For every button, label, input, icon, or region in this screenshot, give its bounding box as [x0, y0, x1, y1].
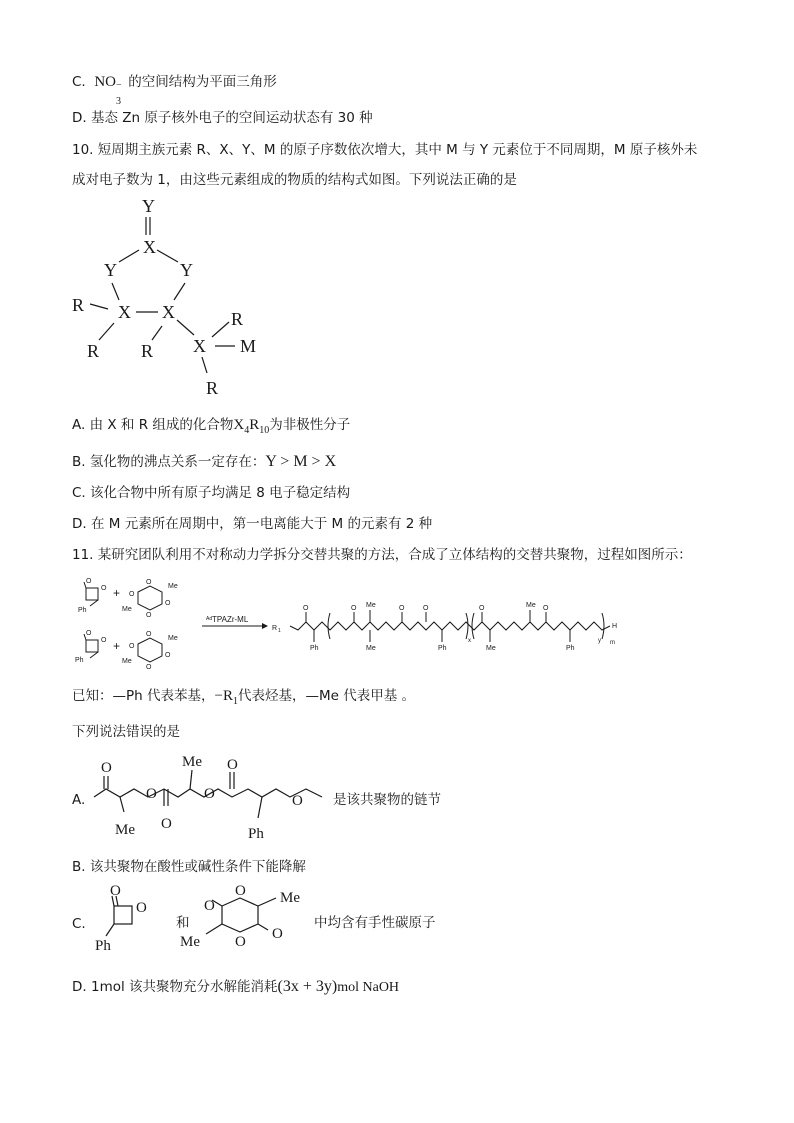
beta-lactone [106, 896, 132, 936]
atom-m: M [240, 336, 257, 356]
q10-option-b: B. 氢化物的沸点关系一定存在：Y > M > X [72, 453, 337, 470]
label-o: O [101, 637, 107, 644]
label-ph: Ph [438, 645, 447, 652]
label-me: Me [122, 658, 132, 665]
catalyst-sup: Ad [206, 616, 213, 622]
label-me: Me [168, 635, 178, 642]
atom-r-up: R [231, 309, 244, 329]
q11-option-a-text: 是该共聚物的链节 [333, 792, 441, 808]
label-o: O [110, 883, 121, 899]
formula-x4r10: $X_4R_{10}$ [233, 417, 270, 436]
atom-r-bottom: R [206, 378, 219, 398]
q9-option-d: D. 基态 Zn 原子核外电子的空间运动状态有 30 种 [72, 110, 373, 126]
atom-r-down1: R [87, 341, 100, 361]
atom-y-left: Y [104, 260, 117, 280]
label-o: O [136, 900, 147, 916]
label-me: Me [180, 934, 200, 950]
label-o: O [235, 883, 246, 899]
q10-stem-line1: 10. 短周期主族元素 R、X、Y、M 的原子序数依次增大，其中 M 与 Y 元素位于不同周期，M 原子核外未 [72, 142, 698, 158]
label-o: O [161, 816, 172, 832]
lactide [206, 898, 276, 934]
naoh-amount: (3x + 3y) [277, 978, 338, 995]
label-o: O [423, 605, 429, 612]
label-o: O [543, 605, 549, 612]
option-letter: C. [72, 74, 86, 90]
q11-option-c-text: 中均含有手性碳原子 [314, 915, 436, 931]
q10-option-c: C. 该化合物中所有原子均满足 8 电子稳定结构 [72, 485, 351, 501]
atom-x-right: X [162, 302, 175, 322]
q10-stem-line2: 成对电子数为 1，由这些元素组成的物质的结构式如图。下列说法正确的是 [72, 172, 517, 188]
label-o: O [129, 643, 135, 650]
label-o: O [399, 605, 405, 612]
q11-stem: 11. 某研究团队利用不对称动力学拆分交替共聚的方法，合成了立体结构的交替共聚物，过程如图所示： [72, 547, 692, 563]
label-o: O [146, 631, 152, 638]
label-o: O [101, 760, 112, 776]
label-x: x [468, 638, 471, 644]
label-me: Me [168, 583, 178, 590]
label-o: O [165, 600, 171, 607]
label-o: O [146, 786, 157, 802]
atom-x-top: X [143, 237, 156, 257]
label-o: O [303, 605, 309, 612]
label-ph: Ph [75, 657, 84, 664]
label-ph: Ph [248, 826, 264, 842]
q11-ask: 下列说法错误的是 [72, 724, 180, 740]
label-ph: Ph [95, 938, 111, 954]
label-me: Me [280, 890, 300, 906]
q10-option-d: D. 在 M 元素所在周期中，第一电离能大于 M 的元素有 2 种 [72, 516, 433, 532]
label-o: O [101, 585, 107, 592]
atom-y-top: Y [142, 196, 155, 216]
atom-y-right: Y [180, 260, 193, 280]
plus-sign: + [113, 586, 121, 600]
label-o: O [86, 578, 92, 585]
label-o: O [204, 786, 215, 802]
atom-x-left: X [118, 302, 131, 322]
label-o: O [227, 757, 238, 773]
label-me: Me [122, 606, 132, 613]
plus-sign: + [113, 639, 121, 653]
label-o: O [165, 652, 171, 659]
q11-option-a-letter: A. [72, 792, 86, 808]
label-r1-sub: 1 [278, 628, 281, 634]
label-o: O [272, 926, 283, 942]
label-me: Me [486, 645, 496, 652]
atom-x-bottom: X [193, 336, 206, 356]
label-o: O [204, 898, 215, 914]
label-h: H [612, 623, 618, 630]
label-me: Me [115, 822, 135, 838]
q11-option-c-letter: C. [72, 916, 86, 932]
label-y: y [598, 638, 601, 644]
label-me: Me [182, 754, 202, 770]
catalyst-label: TPAZr-ML [212, 615, 249, 624]
label-o: O [129, 591, 135, 598]
label-m: m [610, 640, 615, 646]
option-text: 的空间结构为平面三角形 [128, 74, 277, 90]
label-o: O [146, 612, 152, 619]
label-o: O [292, 793, 303, 809]
label-o: O [86, 630, 92, 637]
label-ph: Ph [566, 645, 575, 652]
atom-r-down2: R [141, 341, 154, 361]
atom-r-left: R [72, 295, 85, 315]
q11-option-c-and: 和 [176, 915, 190, 931]
boiling-point-relation: Y > M > X [265, 453, 337, 470]
q10-option-a: A. 由 X 和 R 组成的化合物$X_4R_{10}$为非极性分子 [72, 417, 351, 436]
q11-known: 已知：—Ph 代表苯基，$-R_1$代表烃基，—Me 代表甲基 。 [72, 688, 416, 707]
nitrate-formula: NO − 3 [94, 74, 122, 107]
label-me: Me [366, 602, 376, 609]
label-o: O [235, 934, 246, 950]
label-o: O [351, 605, 357, 612]
label-ph: Ph [310, 645, 319, 652]
label-o: O [146, 664, 152, 671]
q11-option-d: D. 1mol 该共聚物充分水解能消耗(3x + 3y)mol NaOH [72, 978, 400, 995]
label-ph: Ph [78, 607, 87, 614]
q11-option-b: B. 该共聚物在酸性或碱性条件下能降解 [72, 859, 306, 875]
label-r1: R [272, 625, 278, 632]
label-me: Me [366, 645, 376, 652]
label-o: O [479, 605, 485, 612]
label-me: Me [526, 602, 536, 609]
label-o: O [146, 579, 152, 586]
